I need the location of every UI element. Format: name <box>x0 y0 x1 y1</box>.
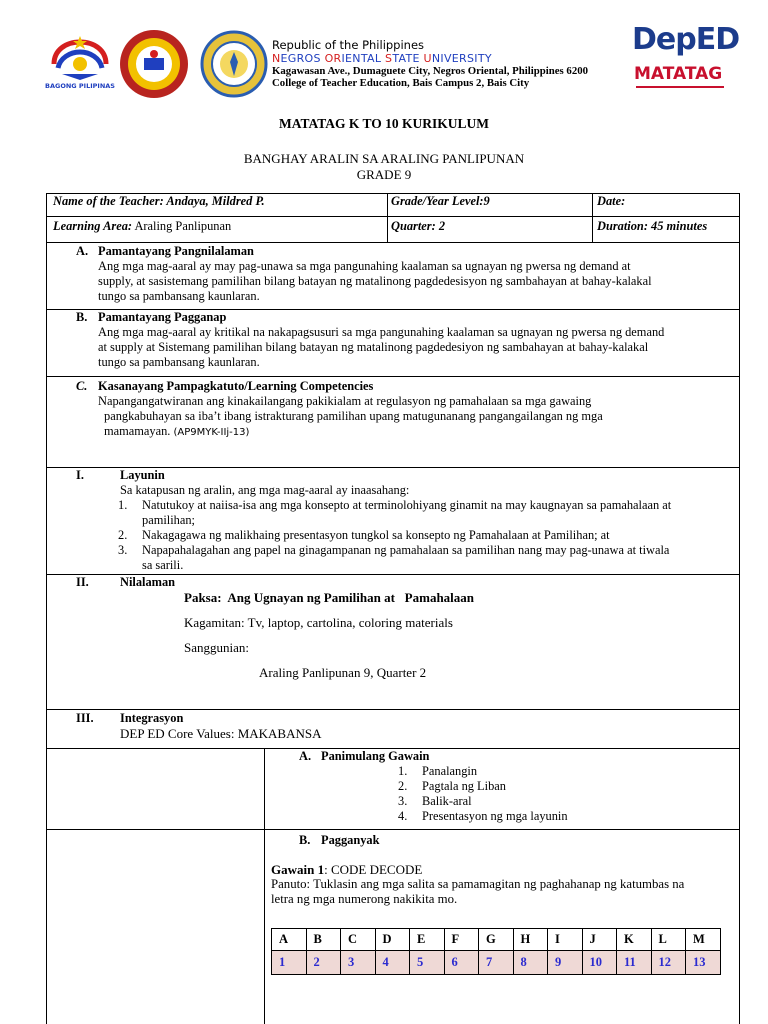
section-a-line: tungo sa pambansang kaunlaran. <box>98 289 260 303</box>
kagamitan: Kagamitan: Tv, laptop, cartolina, coloring materials <box>184 615 453 630</box>
letter-cell: F <box>444 929 479 951</box>
objective-item <box>118 528 671 543</box>
letter-cell: L <box>651 929 686 951</box>
section-b-line: tungo sa pambansang kaunlaran. <box>98 355 260 369</box>
panimula-num: 1. <box>398 764 408 778</box>
section-iii-title: Integrasyon <box>120 711 184 725</box>
objectives-list <box>118 498 671 573</box>
section-a-line: supply, at sasistemang pamilihan bilang batayan ng matalinong pagdedesisyon ng sambahayan at bahay-kalakal <box>98 274 652 288</box>
section-b-marker: B. <box>76 310 88 324</box>
info-row-divider <box>46 216 740 217</box>
objective-line: Natutukoy at naiisa-isa ang mga konsepto at terminolohiyang ginamit na may kaugnayan sa pamahalaan at <box>142 498 672 512</box>
panimula-item <box>398 779 568 794</box>
republic-label: Republic of the Philippines <box>272 38 425 52</box>
number-cell: 4 <box>375 951 410 975</box>
panimula-text: Balik-aral <box>422 794 472 808</box>
bagong-pilipinas-logo <box>44 30 116 94</box>
univ-initial-u: U <box>423 52 432 65</box>
section-c-title: Kasanayang Pampagkatuto/Learning Competencies <box>98 379 374 393</box>
panuto <box>271 877 684 907</box>
deped-logo <box>632 18 740 96</box>
pagganyak-title: Pagganyak <box>321 833 380 847</box>
university-name <box>272 52 588 65</box>
info-col-divider-2 <box>592 193 593 243</box>
university-seal <box>118 28 190 100</box>
objective-item <box>118 543 671 573</box>
letter-cell: A <box>272 929 307 951</box>
letter-cell: E <box>410 929 445 951</box>
objective-num: 3. <box>118 543 128 557</box>
quarter: Quarter: 2 <box>391 219 446 233</box>
panimula-item <box>398 809 568 824</box>
reference: Araling Panlipunan 9, Quarter 2 <box>259 665 427 680</box>
teacher-name: Name of the Teacher: Andaya, Mildred P. <box>53 194 265 208</box>
pagganyak-left-border <box>46 829 47 1024</box>
univ-initial-or: OR <box>324 52 342 65</box>
date-label: Date: <box>597 194 626 208</box>
section-c-line: pangkabuhayan sa iba’t ibang istrakturang pamilihan upang matugunanang pangangailangan ng mga <box>104 409 603 423</box>
section-a-line: Ang mga mag-aaral ay may pag-unawa sa mga pangunahing kaalaman sa ugnayan ng pwersa ng demand at <box>98 259 631 273</box>
bagong-pilipinas-label: BAGONG PILIPINAS <box>45 82 115 90</box>
number-cell: 5 <box>410 951 445 975</box>
info-col-divider-1 <box>387 193 388 243</box>
letter-cell: J <box>582 929 617 951</box>
section-a-title: Pamantayang Pangnilalaman <box>98 244 254 258</box>
sanggunian: Sanggunian: <box>184 640 249 655</box>
univ-initial-n: N <box>272 52 281 65</box>
panimula-num: 4. <box>398 809 408 823</box>
grade-title: GRADE 9 <box>356 167 412 182</box>
panimula-item <box>398 764 568 779</box>
section-b-line: at supply at Sistemang pamilihan bilang batayan ng matalinong pagdedesiyon ng sambahayan at bahay-kalakal <box>98 340 649 354</box>
number-cell: 6 <box>444 951 479 975</box>
deped-logo-text: DepED <box>632 22 740 57</box>
panimula-text: Presentasyon ng mga layunin <box>422 809 568 823</box>
number-cell: 1 <box>272 951 307 975</box>
university-address: Kagawasan Ave., Dumaguete City, Negros Oriental, Philippines 6200 <box>272 65 589 77</box>
header-text-block <box>272 38 588 89</box>
section-c-line-last <box>98 424 603 440</box>
curriculum-title: MATATAG K TO 10 KURIKULUM <box>278 116 489 131</box>
panimula-marker: A. <box>299 749 312 763</box>
objective-line: pamilihan; <box>142 513 195 527</box>
duration: Duration: 45 minutes <box>597 219 708 233</box>
section-i-marker: I. <box>76 468 84 482</box>
section-ii-marker: II. <box>76 575 89 589</box>
pagganyak-marker: B. <box>299 833 311 847</box>
core-values: DEP ED Core Values: MAKABANSA <box>120 726 322 741</box>
univ-initial-s: S <box>385 52 393 65</box>
paksa: Paksa: Ang Ugnayan ng Pamilihan at Pamahalaan <box>184 590 475 605</box>
panimula-num: 3. <box>398 794 408 808</box>
panimula-title: Panimulang Gawain <box>321 749 430 763</box>
letter-cell: I <box>548 929 583 951</box>
objective-item <box>118 498 671 528</box>
panimula-list <box>398 764 568 824</box>
panimula-text: Pagtala ng Liban <box>422 779 506 793</box>
pagganyak-right-border <box>739 829 740 1024</box>
panuto-line: Panuto: Tuklasin ang mga salita sa pamamagitan ng paghahanap ng katumbas na <box>271 877 685 891</box>
objective-num: 2. <box>118 528 128 542</box>
matatag-text: MATATAG <box>634 64 723 84</box>
competency-code: (AP9MYK-IIj-13) <box>173 427 250 438</box>
univ-part-university: NIVERSITY <box>431 52 492 65</box>
section-iii-marker: III. <box>76 711 94 725</box>
letters-row <box>272 929 721 951</box>
letter-cell: G <box>479 929 514 951</box>
grade-level: Grade/Year Level:9 <box>391 194 490 208</box>
letter-cell: K <box>617 929 652 951</box>
number-cell: 2 <box>306 951 341 975</box>
college-of-education-seal <box>200 30 268 98</box>
number-cell: 12 <box>651 951 686 975</box>
panimula-num: 2. <box>398 779 408 793</box>
section-c-body <box>98 394 603 440</box>
letter-cell: H <box>513 929 548 951</box>
learning-area-value: Araling Panlipunan <box>132 219 232 233</box>
left-col-divider <box>264 748 265 1024</box>
gawain-label-bold: Gawain 1 <box>271 862 325 877</box>
number-cell: 9 <box>548 951 583 975</box>
code-decode-table <box>271 928 721 975</box>
matatag-underline <box>636 86 724 88</box>
univ-part-state: TATE <box>392 52 424 65</box>
section-b-line: Ang mga mag-aaral ay kritikal na nakapagsusuri sa mga pangunahing kaalaman sa ugnayan ng pwersa ng demand <box>98 325 665 339</box>
letter-cell: M <box>686 929 721 951</box>
section-a-marker: A. <box>76 244 89 258</box>
learning-area-label: Learning Area: <box>53 219 133 233</box>
section-b-body <box>98 325 664 370</box>
univ-part-oriental: IENTAL <box>341 52 386 65</box>
panuto-line: letra ng mga numerong nakikita mo. <box>271 892 458 906</box>
panimula-item <box>398 794 568 809</box>
letter-cell: D <box>375 929 410 951</box>
objective-line: Napapahalagahan ang papel na ginagampanan ng pamahalaan sa pamilihan nang may pag-unawa at tiwala <box>142 543 670 557</box>
gawain-label-rest: : CODE DECODE <box>324 862 423 877</box>
objective-num: 1. <box>118 498 128 512</box>
section-c-line: mamamayan. <box>104 424 171 438</box>
objective-line: sa sarili. <box>142 558 184 572</box>
gawain-label <box>271 862 422 877</box>
number-cell: 10 <box>582 951 617 975</box>
section-i-title: Layunin <box>120 468 165 482</box>
section-b-title: Pamantayang Pagganap <box>98 310 227 324</box>
section-ii-title: Nilalaman <box>120 575 176 589</box>
lesson-plan-title: BANGHAY ARALIN SA ARALING PANLIPUNAN <box>243 151 525 166</box>
objective-line: Nakagagawa ng malikhaing presentasyon tungkol sa konsepto ng Pamahalaan at Pamilihan; at <box>142 528 610 542</box>
letter-cell: B <box>306 929 341 951</box>
number-cell: 13 <box>686 951 721 975</box>
number-cell: 8 <box>513 951 548 975</box>
number-cell: 11 <box>617 951 652 975</box>
panimula-text: Panalangin <box>422 764 478 778</box>
section-i-intro: Sa katapusan ng aralin, ang mga mag-aaral ay inaasahang: <box>120 483 410 497</box>
section-c-marker: C. <box>76 379 88 393</box>
number-cell: 7 <box>479 951 514 975</box>
letter-cell: C <box>341 929 376 951</box>
numbers-row <box>272 951 721 975</box>
college-name: College of Teacher Education, Bais Campus 2, Bais City <box>272 77 530 89</box>
number-cell: 3 <box>341 951 376 975</box>
learning-area <box>53 219 231 234</box>
section-a-body <box>98 259 652 304</box>
section-c-line: Napangangatwiranan ang kinakailangang pakikialam at regulasyon ng pamahalaan sa mga gawaing <box>98 394 592 408</box>
univ-part-negros: EGROS <box>280 52 325 65</box>
